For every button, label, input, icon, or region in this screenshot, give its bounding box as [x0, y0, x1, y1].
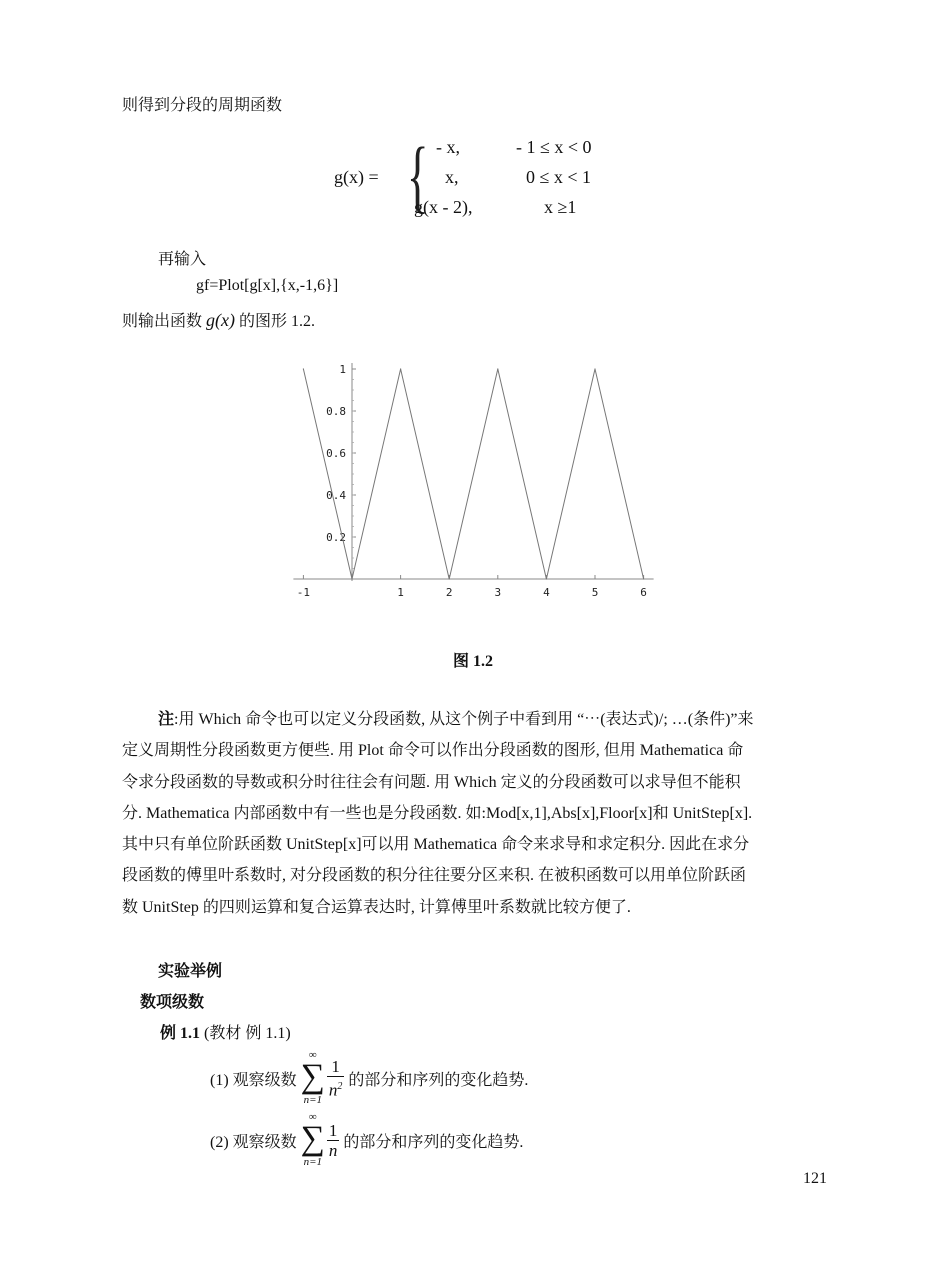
note-paragraph [122, 704, 830, 923]
data-point [546, 578, 547, 579]
page-number: 121 [803, 1170, 827, 1187]
example-heading [160, 1020, 291, 1043]
y-tick-label: 0.8 [326, 405, 346, 418]
left-brace-icon: { [406, 130, 429, 221]
sigma-icon: ∑ [300, 1058, 325, 1095]
x-tick-label: -1 [296, 586, 311, 599]
fraction-1-over-n-squared: $\frac{1}{n^2}$ [328, 1056, 343, 1100]
output-function: g(x) [206, 310, 235, 330]
data-point [303, 368, 304, 369]
section-title: 实验举例 [158, 963, 223, 980]
data-point [400, 368, 401, 369]
x-tick-label: 6 [640, 586, 647, 599]
y-tick-label: 1 [339, 363, 346, 376]
figure-caption: 图 1.2 [453, 653, 494, 670]
y-tick-label: 0.2 [326, 531, 346, 544]
output-pre: 则输出函数 [122, 313, 203, 330]
x-tick-label: 4 [543, 586, 550, 599]
output-sentence [122, 308, 315, 331]
sigma-icon: ∑ [300, 1120, 325, 1157]
data-point [449, 578, 450, 579]
note-line-4: 分. Mathematica 内部函数中有一些也是分段函数. 如:Mod[x,1],Abs[x],Floor[x]和 UnitStep[x]. [122, 804, 753, 822]
case-3-expr: g(x - 2), [414, 197, 473, 217]
x-tick-label: 2 [445, 586, 453, 599]
note-line-5: 其中只有单位阶跃函数 UnitStep[x]可以用 Mathematica 命令来求导和求定积分. 因此在求分 [122, 836, 750, 854]
note-line-2: 定义周期性分段函数更方便些. 用 Plot 命令可以作出分段函数的图形, 但用 Mathematica 命 [122, 742, 744, 760]
note-label: 注 [158, 711, 175, 728]
note-line-1: 注:用 Which 命令也可以定义分段函数, 从这个例子中看到用 “⋯(表达式)/; …(条件)”来 [158, 711, 754, 728]
x-tick-label: 5 [591, 586, 599, 599]
series-item-1: (1) 观察级数 ∞ ∑ n=1 $\frac{1}{n^2}$ 的部分和序列的变化趋势. [210, 1049, 529, 1106]
note-line-6: 段函数的傅里叶系数时, 对分段函数的积分往往要分区来积. 在被积函数可以用单位阶跃函 [122, 867, 747, 885]
subsection-title: 数项级数 [140, 994, 205, 1011]
note-line-7: 数 UnitStep 的四则运算和复合运算表达时, 计算傅里叶系数就比较方便了. [122, 898, 631, 916]
data-point [351, 578, 352, 579]
case-2-cond: 0 ≤ x < 1 [526, 167, 592, 187]
data-point [497, 368, 498, 369]
input-label: 再输入 [158, 251, 207, 268]
series-item-2: (2) 观察级数 ∞ ∑ n=1 $\frac{1}{n}$ 的部分和序列的变化趋势. [210, 1111, 524, 1168]
note-line-3: 令求分段函数的导数或积分时往往会有问题. 用 Which 定义的分段函数可以求导但不能积 [122, 773, 741, 791]
fraction-1-over-n: $\frac{1}{n}$ [328, 1120, 338, 1160]
case-1-cond: - 1 ≤ x < 0 [516, 137, 592, 157]
sum-symbol: ∞ ∑ n=1 [300, 1049, 325, 1106]
y-tick-label: 0.6 [326, 447, 346, 460]
data-point [594, 368, 595, 369]
case-1-expr: - x, [436, 137, 460, 157]
output-post: 的图形 1.2. [239, 313, 316, 330]
code-line: gf=Plot[g[x],{x,-1,6}] [196, 277, 339, 294]
x-tick-label: 3 [494, 586, 502, 599]
sum-symbol: ∞ ∑ n=1 [300, 1111, 325, 1168]
function-plot [280, 355, 670, 615]
x-tick-label: 1 [397, 586, 404, 599]
series-line-g [303, 369, 643, 579]
data-point [643, 578, 644, 579]
y-tick-label: 0.4 [326, 489, 346, 502]
case-3-cond: x ≥1 [544, 197, 577, 217]
case-2-expr: x, [445, 167, 459, 187]
example-ref: (教材 例 1.1) [200, 1025, 291, 1042]
example-label: 例 1.1 [160, 1025, 201, 1042]
piecewise-lhs: g(x) = [334, 167, 379, 187]
intro-text: 则得到分段的周期函数 [122, 97, 283, 114]
